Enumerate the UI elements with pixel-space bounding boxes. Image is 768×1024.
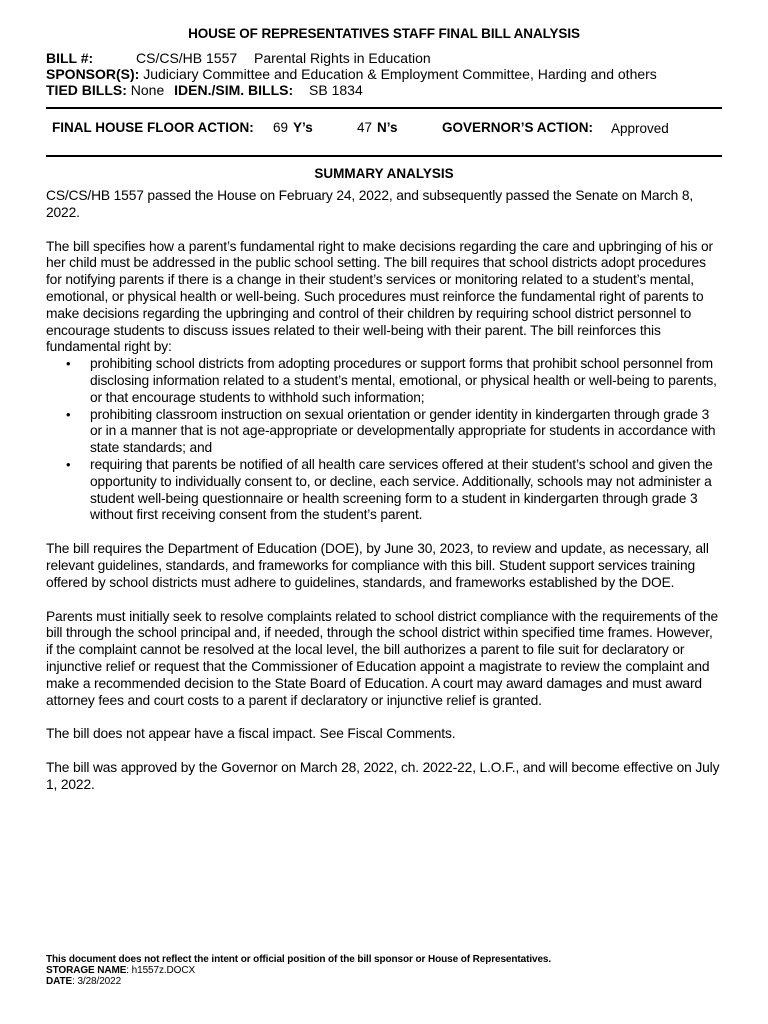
floor-yeas: 69 — [273, 120, 289, 135]
list-item: • prohibiting classroom instruction on sexual orientation or gender identity in kindergarten through grade 3 or in a manner that is not age-appropriate or developmentally appropriate for students in accordance with state standards; and — [66, 406, 716, 456]
floor-nays-label: N’s — [377, 120, 398, 135]
governor-action-value: Approved — [611, 121, 669, 136]
bullet-list — [46, 356, 722, 524]
floor-nays: 47 — [357, 120, 373, 135]
header-rule-top — [46, 107, 722, 109]
tied-bills-label: TIED BILLS: — [46, 82, 127, 98]
footer-disclaimer: This document does not reflect the intent or official position of the bill sponsor or House of Representatives. — [46, 954, 552, 965]
summary-body — [46, 188, 722, 794]
header-rule-bottom — [46, 155, 722, 157]
paragraph-parental-rights: The bill specifies how a parent’s fundamental right to make decisions regarding the care and upbringing of his or her child must be addressed in the public school setting. The bill requires that school districts adopt procedures for notifying parents if there is a change in their student’s services or monitoring related to a student’s mental, emotional, or physical health or well-being. Such procedures must reinforce the fundamental right of parents to make decisions regarding the upbringing and control of their children by requiring school district personnel to encourage students to discuss issues related to their well-being with their parent. The bill reinforces this fundamental right by: — [46, 238, 713, 355]
list-item: • requiring that parents be notified of all health care services offered at their student’s school and given the opportunity to individually consent to, or decline, each service. Additionally, schools may not administer a student well-being questionnaire or health screening form to a student in kindergarten through grade 3 without first receiving consent from the student’s parent. — [66, 456, 713, 523]
floor-action-label: FINAL HOUSE FLOOR ACTION: — [52, 120, 254, 135]
iden-sim-bills-value: SB 1834 — [309, 82, 363, 98]
summary-title: SUMMARY ANALYSIS — [314, 166, 454, 181]
paragraph-doe-review: The bill requires the Department of Education (DOE), by June 30, 2023, to review and update, as necessary, all relevant guidelines, standards, and frameworks for compliance with this bill. Student support services training offered by school districts must adhere to guidelines, standards, and frameworks established by the DOE. — [46, 541, 709, 590]
iden-sim-bills-label: IDEN./SIM. BILLS: — [174, 82, 294, 98]
document-title: HOUSE OF REPRESENTATIVES STAFF FINAL BILL ANALYSIS — [188, 26, 580, 41]
storage-name-label: STORAGE NAME — [46, 965, 127, 976]
paragraph-complaints: Parents must initially seek to resolve complaints related to school district compliance with the requirements of the bill through the school principal and, if needed, through the school district within specified time frames. However, if the complaint cannot be resolved at the local level, the bill authorizes a parent to file suit for declaratory or injunctive relief or request that the Commissioner of Education appoint a magistrate to review the complaint and make a recommended decision to the State Board of Education. A court may award damages and must award attorney fees and court costs to a parent if declaratory or injunctive relief is granted. — [46, 608, 718, 708]
date-value: : 3/28/2022 — [72, 976, 122, 987]
governor-action-label: GOVERNOR’S ACTION: — [442, 120, 594, 135]
paragraph-passage: CS/CS/HB 1557 passed the House on February 24, 2022, and subsequently passed the Senate on March 8, 2022. — [46, 188, 694, 220]
paragraph-fiscal: The bill does not appear have a fiscal impact. See Fiscal Comments. — [46, 726, 456, 742]
footer — [46, 954, 551, 987]
tied-bills-value: None — [130, 82, 165, 98]
storage-name-value: : h1557z.DOCX — [126, 965, 196, 976]
bill-number: CS/CS/HB 1557 — [136, 50, 238, 66]
bill-name: Parental Rights in Education — [254, 50, 431, 66]
sponsors-label: SPONSOR(S): — [46, 66, 140, 82]
bill-number-row — [46, 50, 431, 66]
bill-label: BILL #: — [46, 50, 94, 66]
date-label: DATE — [46, 976, 73, 987]
tied-bills-row — [46, 82, 363, 98]
floor-yeas-label: Y’s — [293, 120, 313, 135]
list-item: • prohibiting school districts from adopting procedures or support forms that prohibit school personnel from disclosing information related to a student’s mental, emotional, or physical health or well-being to parents, or that encourage students to withhold such information; — [66, 356, 717, 405]
sponsors-value: Judiciary Committee and Education & Employment Committee, Harding and others — [143, 66, 657, 82]
sponsors-row — [46, 66, 657, 82]
paragraph-approval: The bill was approved by the Governor on March 28, 2022, ch. 2022-22, L.O.F., and will become effective on July 1, 2022. — [46, 760, 720, 792]
